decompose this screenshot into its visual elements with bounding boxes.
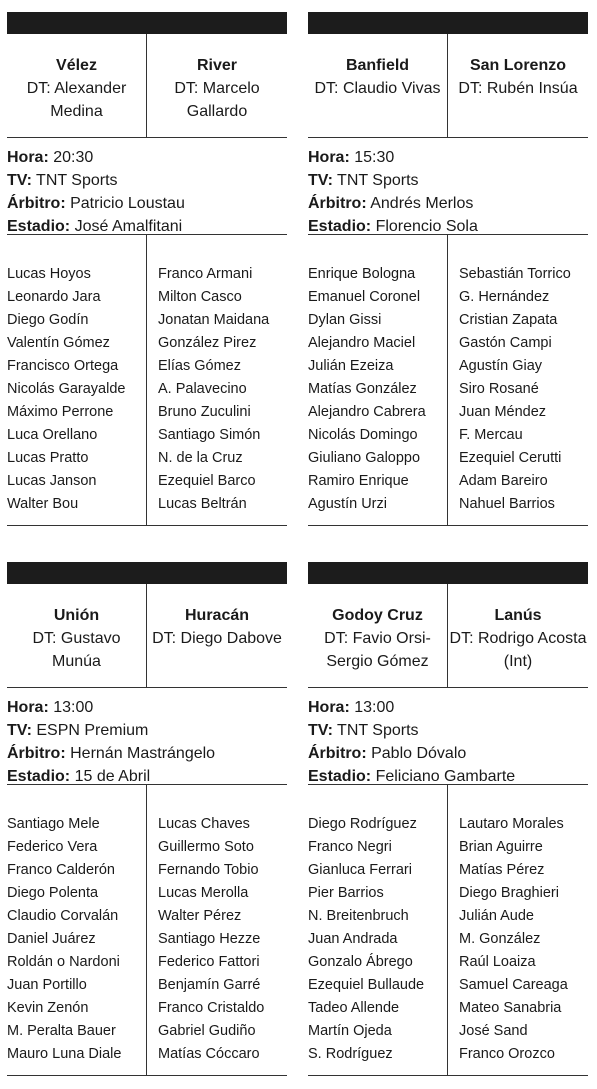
away-lineup <box>147 785 287 1075</box>
home-team <box>308 34 448 137</box>
player-name: Ramiro Enrique <box>308 473 409 489</box>
player-name: Benjamín Garré <box>158 977 261 993</box>
home-team-name: Unión <box>53 607 100 624</box>
match-info <box>7 688 287 785</box>
hora-row <box>308 696 588 719</box>
hora-row <box>7 146 287 169</box>
player-name: Pier Barrios <box>308 885 384 901</box>
player-name: Juan Portillo <box>7 977 87 993</box>
header-bar <box>7 12 287 34</box>
away-lineup <box>448 785 588 1075</box>
player-name: Kevin Zenón <box>7 1000 89 1016</box>
player-name: Juan Andrada <box>308 931 398 947</box>
estadio-value: Florencio Sola <box>375 218 478 235</box>
player-name: Walter Pérez <box>158 908 242 924</box>
estadio-label: Estadio: <box>308 768 372 785</box>
player-name: Julián Aude <box>459 908 534 924</box>
player-name: Lucas Janson <box>7 473 97 489</box>
player-name: Franco Orozco <box>459 1046 555 1062</box>
home-team-name: Godoy Cruz <box>332 607 423 624</box>
tv-row <box>7 719 287 742</box>
player-name: Agustín Urzi <box>308 496 387 512</box>
tv-label: TV: <box>7 172 32 189</box>
match-info <box>308 688 588 785</box>
teams-row <box>308 34 588 138</box>
player-name: Lucas Hoyos <box>7 266 91 282</box>
home-team-name: Vélez <box>56 57 97 74</box>
away-lineup <box>448 235 588 525</box>
player-name: Julián Ezeiza <box>308 358 394 374</box>
player-name: Agustín Giay <box>459 358 543 374</box>
arbitro-label: Árbitro: <box>308 745 367 762</box>
player-name: Mauro Luna Diale <box>7 1046 122 1062</box>
match-card <box>308 12 588 526</box>
teams-row <box>7 34 287 138</box>
player-name: Cristian Zapata <box>459 312 558 328</box>
away-team-name: Huracán <box>184 607 250 624</box>
player-name: Franco Armani <box>158 266 253 282</box>
player-name: N. de la Cruz <box>158 450 243 466</box>
lineups <box>308 785 588 1076</box>
player-name: Leonardo Jara <box>7 289 101 305</box>
arbitro-label: Árbitro: <box>7 745 66 762</box>
player-name: Martín Ojeda <box>308 1023 392 1039</box>
player-name: Dylan Gissi <box>308 312 382 328</box>
player-name: Gastón Campi <box>459 335 552 351</box>
tv-row <box>7 169 287 192</box>
player-name: Bruno Zuculini <box>158 404 251 420</box>
hora-label: Hora: <box>7 699 49 716</box>
player-name: Brian Aguirre <box>459 839 543 855</box>
estadio-label: Estadio: <box>308 218 372 235</box>
arbitro-value: Patricio Loustau <box>70 195 185 212</box>
player-name: Ezequiel Barco <box>158 473 256 489</box>
player-name: Santiago Hezze <box>158 931 261 947</box>
player-name: Máximo Perrone <box>7 404 114 420</box>
player-name: Diego Braghieri <box>459 885 559 901</box>
player-name: Elías Gómez <box>158 358 241 374</box>
tv-value: TNT Sports <box>337 172 419 189</box>
arbitro-row <box>308 192 588 215</box>
arbitro-value: Hernán Mastrángelo <box>70 745 216 762</box>
match-card <box>7 12 287 526</box>
estadio-value: Feliciano Gambarte <box>375 768 516 785</box>
player-name: Diego Rodríguez <box>308 816 417 832</box>
arbitro-label: Árbitro: <box>7 195 66 212</box>
player-name: Franco Calderón <box>7 862 115 878</box>
tv-label: TV: <box>308 172 333 189</box>
hora-value: 15:30 <box>354 149 395 166</box>
away-coach: DT: Diego Dabove <box>152 630 282 647</box>
estadio-label: Estadio: <box>7 218 71 235</box>
player-name: Ezequiel Bullaude <box>308 977 425 993</box>
hora-row <box>7 696 287 719</box>
player-name: Jonatan Maidana <box>158 312 270 328</box>
arbitro-value: Andrés Merlos <box>370 195 474 212</box>
player-name: M. Peralta Bauer <box>7 1023 116 1039</box>
tv-value: ESPN Premium <box>36 722 149 739</box>
estadio-label: Estadio: <box>7 768 71 785</box>
home-coach: DT: Gustavo Munúa <box>32 630 121 670</box>
player-name: M. González <box>459 931 541 947</box>
player-name: N. Breitenbruch <box>308 908 409 924</box>
player-name: Diego Polenta <box>7 885 99 901</box>
hora-label: Hora: <box>308 149 350 166</box>
header-bar <box>7 562 287 584</box>
tv-label: TV: <box>308 722 333 739</box>
home-coach: DT: Alexander Medina <box>26 80 127 120</box>
player-name: Gonzalo Ábrego <box>308 954 413 970</box>
player-name: Adam Bareiro <box>459 473 548 489</box>
home-team <box>7 584 147 687</box>
player-name: Enrique Bologna <box>308 266 416 282</box>
match-info <box>7 138 287 235</box>
match-info <box>308 138 588 235</box>
player-name: Nicolás Domingo <box>308 427 418 443</box>
player-name: Lucas Pratto <box>7 450 89 466</box>
player-name: Walter Bou <box>7 496 79 512</box>
player-name: Raúl Loaiza <box>459 954 536 970</box>
arbitro-row <box>7 742 287 765</box>
tv-row <box>308 719 588 742</box>
arbitro-row <box>7 192 287 215</box>
player-name: Alejandro Maciel <box>308 335 416 351</box>
player-name: Diego Godín <box>7 312 89 328</box>
hora-value: 13:00 <box>53 699 94 716</box>
player-name: Daniel Juárez <box>7 931 96 947</box>
estadio-value: 15 de Abril <box>74 768 151 785</box>
home-lineup <box>7 785 147 1075</box>
player-name: Franco Cristaldo <box>158 1000 265 1016</box>
away-team <box>147 584 287 687</box>
away-team <box>448 584 588 687</box>
player-name: Gianluca Ferrari <box>308 862 412 878</box>
home-team-name: Banfield <box>345 57 410 74</box>
away-lineup <box>147 235 287 525</box>
arbitro-value: Pablo Dóvalo <box>371 745 467 762</box>
player-name: Lucas Merolla <box>158 885 249 901</box>
player-name: Luca Orellano <box>7 427 98 443</box>
hora-label: Hora: <box>308 699 350 716</box>
player-name: Tadeo Allende <box>308 1000 400 1016</box>
player-name: A. Palavecino <box>158 381 247 397</box>
away-team-name: Lanús <box>494 607 542 624</box>
player-name: G. Hernández <box>459 289 550 305</box>
player-name: Sebastián Torrico <box>459 266 571 282</box>
player-name: Nahuel Barrios <box>459 496 555 512</box>
player-name: Nicolás Garayalde <box>7 381 126 397</box>
lineups <box>7 235 287 526</box>
player-name: Mateo Sanabria <box>459 1000 562 1016</box>
home-lineup <box>7 235 147 525</box>
player-name: Alejandro Cabrera <box>308 404 426 420</box>
player-name: F. Mercau <box>459 427 523 443</box>
home-coach: DT: Claudio Vivas <box>314 80 441 97</box>
player-name: Franco Negri <box>308 839 392 855</box>
match-card <box>308 562 588 1076</box>
match-card <box>7 562 287 1076</box>
estadio-value: José Amalfitani <box>74 218 183 235</box>
player-name: Matías Cóccaro <box>158 1046 260 1062</box>
player-name: Lucas Beltrán <box>158 496 247 512</box>
header-bar <box>308 562 588 584</box>
player-name: Guillermo Soto <box>158 839 254 855</box>
player-name: Francisco Ortega <box>7 358 119 374</box>
arbitro-label: Árbitro: <box>308 195 367 212</box>
away-coach: DT: Marcelo Gallardo <box>174 80 260 120</box>
player-name: Juan Méndez <box>459 404 547 420</box>
away-team <box>448 34 588 137</box>
player-name: Santiago Simón <box>158 427 261 443</box>
player-name: Matías Pérez <box>459 862 545 878</box>
player-name: Gabriel Gudiño <box>158 1023 256 1039</box>
away-coach: DT: Rodrigo Acosta (Int) <box>449 630 587 670</box>
home-team <box>308 584 448 687</box>
teams-row <box>308 584 588 688</box>
home-coach: DT: Favio Orsi-Sergio Gómez <box>324 630 431 670</box>
tv-label: TV: <box>7 722 32 739</box>
teams-row <box>7 584 287 688</box>
hora-value: 13:00 <box>354 699 395 716</box>
hora-value: 20:30 <box>53 149 94 166</box>
away-team-name: San Lorenzo <box>469 57 566 74</box>
home-team <box>7 34 147 137</box>
player-name: Matías González <box>308 381 417 397</box>
player-name: Ezequiel Cerutti <box>459 450 562 466</box>
tv-value: TNT Sports <box>36 172 118 189</box>
player-name: José Sand <box>459 1023 528 1039</box>
arbitro-row <box>308 742 588 765</box>
away-team-name: River <box>196 57 238 74</box>
player-name: Federico Fattori <box>158 954 260 970</box>
player-name: Emanuel Coronel <box>308 289 421 305</box>
player-name: González Pirez <box>158 335 257 351</box>
away-coach: DT: Rubén Insúa <box>458 80 578 97</box>
player-name: Siro Rosané <box>459 381 539 397</box>
player-name: Samuel Careaga <box>459 977 568 993</box>
player-name: Valentín Gómez <box>7 335 110 351</box>
player-name: Lucas Chaves <box>158 816 250 832</box>
player-name: S. Rodríguez <box>308 1046 393 1062</box>
header-bar <box>308 12 588 34</box>
player-name: Giuliano Galoppo <box>308 450 421 466</box>
hora-label: Hora: <box>7 149 49 166</box>
tv-value: TNT Sports <box>337 722 419 739</box>
player-name: Fernando Tobio <box>158 862 259 878</box>
lineups <box>7 785 287 1076</box>
away-team <box>147 34 287 137</box>
player-name: Roldán o Nardoni <box>7 954 120 970</box>
hora-row <box>308 146 588 169</box>
player-name: Santiago Mele <box>7 816 100 832</box>
home-lineup <box>308 235 448 525</box>
player-name: Claudio Corvalán <box>7 908 119 924</box>
home-lineup <box>308 785 448 1075</box>
lineups <box>308 235 588 526</box>
player-name: Milton Casco <box>158 289 242 305</box>
player-name: Federico Vera <box>7 839 98 855</box>
tv-row <box>308 169 588 192</box>
player-name: Lautaro Morales <box>459 816 564 832</box>
